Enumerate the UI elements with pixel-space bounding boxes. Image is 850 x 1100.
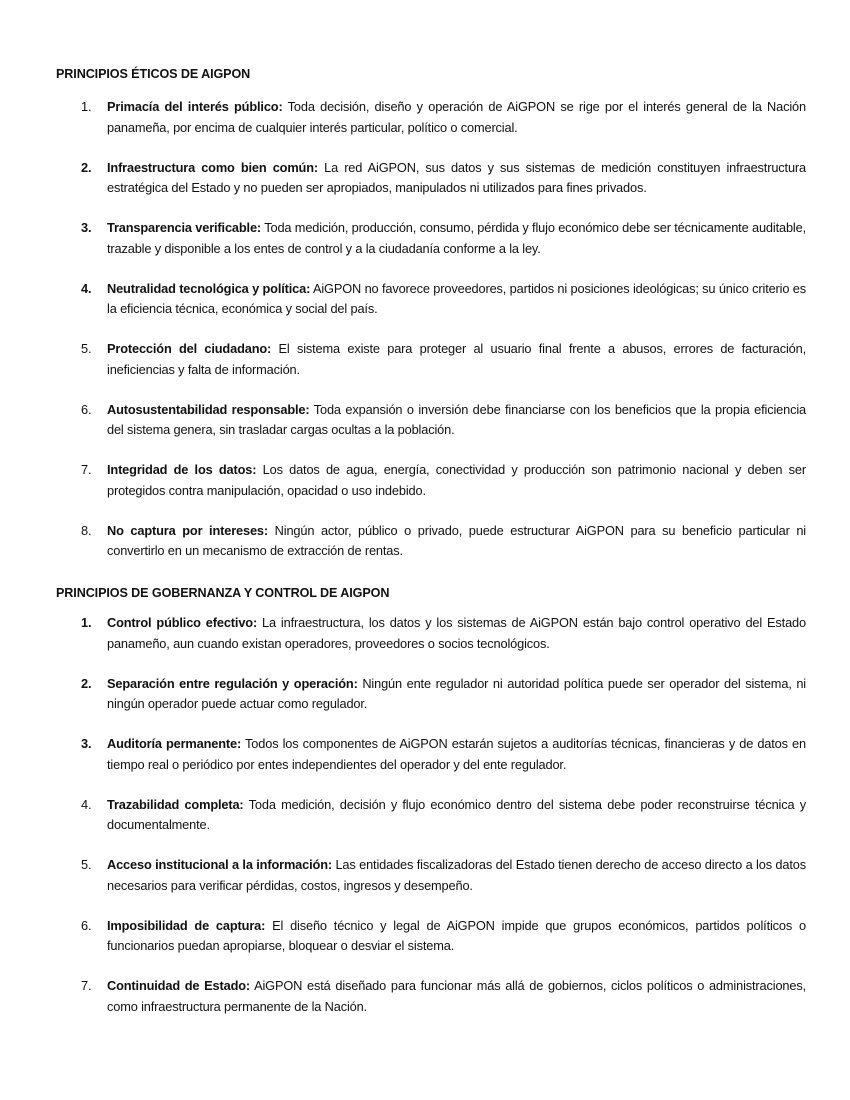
item-number: 2. <box>81 159 92 175</box>
item-number: 3. <box>81 220 92 235</box>
principle-item <box>56 976 806 1017</box>
item-number: 5. <box>81 341 92 356</box>
principle-term: Control público efectivo: <box>107 615 258 630</box>
principle-item <box>56 400 806 441</box>
principle-description: Todos los componentes de AiGPON estarán sujetos a auditorías técnicas, financieras y de datos en tiempo real o periódico por entes independientes del operador y del ente regulador. <box>107 736 806 772</box>
item-number: 4. <box>81 280 92 296</box>
principle-description: Los datos de agua, energía, conectividad y producción son patrimonio nacional y deben ser protegidos contra manipulación, opacidad o uso indebido. <box>107 462 806 498</box>
principle-item <box>56 795 806 836</box>
principle-term: No captura por intereses: <box>107 522 269 538</box>
item-number: 4. <box>81 796 92 812</box>
section-title-governance: PRINCIPIOS DE GOBERNANZA Y CONTROL DE AIGPON <box>56 586 390 600</box>
principle-item <box>56 158 806 199</box>
principle-item <box>56 916 806 957</box>
principle-term: Trazabilidad completa: <box>107 796 244 812</box>
principle-description: AiGPON no favorece proveedores, partidos ni posiciones ideológicas; su único criterio es la eficiencia técnica, económica y social del país. <box>107 280 806 316</box>
principle-description: La red AiGPON, sus datos y sus sistemas de medición constituyen infraestructura estratégica del Estado y no pueden ser apropiados, manipulados ni utilizados para fines privados. <box>107 159 806 195</box>
principle-item <box>56 218 806 259</box>
principle-term: Protección del ciudadano: <box>107 341 272 356</box>
governance-principles-list <box>56 613 806 1037</box>
principle-item <box>56 279 806 320</box>
item-number: 2. <box>81 675 92 691</box>
principle-item <box>56 521 806 562</box>
principle-term: Imposibilidad de captura: <box>107 917 266 933</box>
principle-item <box>56 734 806 775</box>
principle-term: Separación entre regulación y operación: <box>107 675 358 691</box>
principle-description: El sistema existe para proteger al usuario final frente a abusos, errores de facturación, ineficiencias y falta de información. <box>107 341 806 377</box>
principle-term: Continuidad de Estado: <box>107 978 251 993</box>
item-number: 6. <box>81 401 92 417</box>
principle-term: Auditoría permanente: <box>107 736 242 751</box>
section-title-ethics: PRINCIPIOS ÉTICOS DE AIGPON <box>56 67 251 81</box>
item-number: 7. <box>81 978 92 993</box>
principle-item <box>56 613 806 654</box>
item-number: 1. <box>81 99 92 114</box>
item-number: 1. <box>81 615 92 630</box>
principle-item <box>56 339 806 380</box>
principle-term: Infraestructura como bien común: <box>107 159 318 175</box>
principle-term: Primacía del interés público: <box>107 99 283 114</box>
principle-description: Las entidades fiscalizadoras del Estado tienen derecho de acceso directo a los datos necesarios para verificar pérdidas, costos, ingresos y desempeño. <box>107 857 806 893</box>
item-number: 8. <box>81 522 92 538</box>
principle-description: AiGPON está diseñado para funcionar más allá de gobiernos, ciclos políticos o administraciones, como infraestructura permanente de la Nación. <box>107 978 806 1014</box>
principle-term: Acceso institucional a la información: <box>107 857 332 872</box>
principle-description: Ningún actor, público o privado, puede estructurar AiGPON para su beneficio particular ni convertirlo en un mecanismo de extracción de rentas. <box>107 522 806 558</box>
principle-term: Transparencia verificable: <box>107 220 262 235</box>
principle-item <box>56 855 806 896</box>
principle-description: Toda expansión o inversión debe financiarse con los beneficios que la propia eficiencia del sistema genera, sin trasladar cargas ocultas a la población. <box>107 401 806 437</box>
principle-term: Neutralidad tecnológica y política: <box>107 280 311 296</box>
principle-description: Ningún ente regulador ni autoridad política puede ser operador del sistema, ni ningún operador puede actuar como regulador. <box>107 675 806 711</box>
principle-description: Toda medición, decisión y flujo económico dentro del sistema debe poder reconstruirse técnica y documentalmente. <box>107 796 807 832</box>
principle-description: El diseño técnico y legal de AiGPON impide que grupos económicos, partidos políticos o funcionarios puedan apropiarse, bloquear o desviar el sistema. <box>107 917 806 953</box>
item-number: 5. <box>81 857 92 872</box>
principle-description: Toda medición, producción, consumo, pérdida y flujo económico debe ser técnicamente auditable, trazable y disponible a los entes de control y a la ciudadanía conforme a la ley. <box>107 220 806 256</box>
ethics-principles-list <box>56 97 806 581</box>
item-number: 7. <box>81 462 92 477</box>
principle-item <box>56 674 806 715</box>
principle-description: La infraestructura, los datos y los sistemas de AiGPON están bajo control operativo del Estado panameño, aun cuando existan operadores, proveedores o socios tecnológicos. <box>107 615 806 651</box>
item-number: 3. <box>81 736 92 751</box>
principle-term: Integridad de los datos: <box>107 462 257 477</box>
principle-description: Toda decisión, diseño y operación de AiGPON se rige por el interés general de la Nación panameña, por encima de cualquier interés particular, político o comercial. <box>107 99 806 135</box>
item-number: 6. <box>81 917 92 933</box>
principle-item <box>56 460 806 501</box>
principle-term: Autosustentabilidad responsable: <box>107 401 310 417</box>
principle-item <box>56 97 806 138</box>
